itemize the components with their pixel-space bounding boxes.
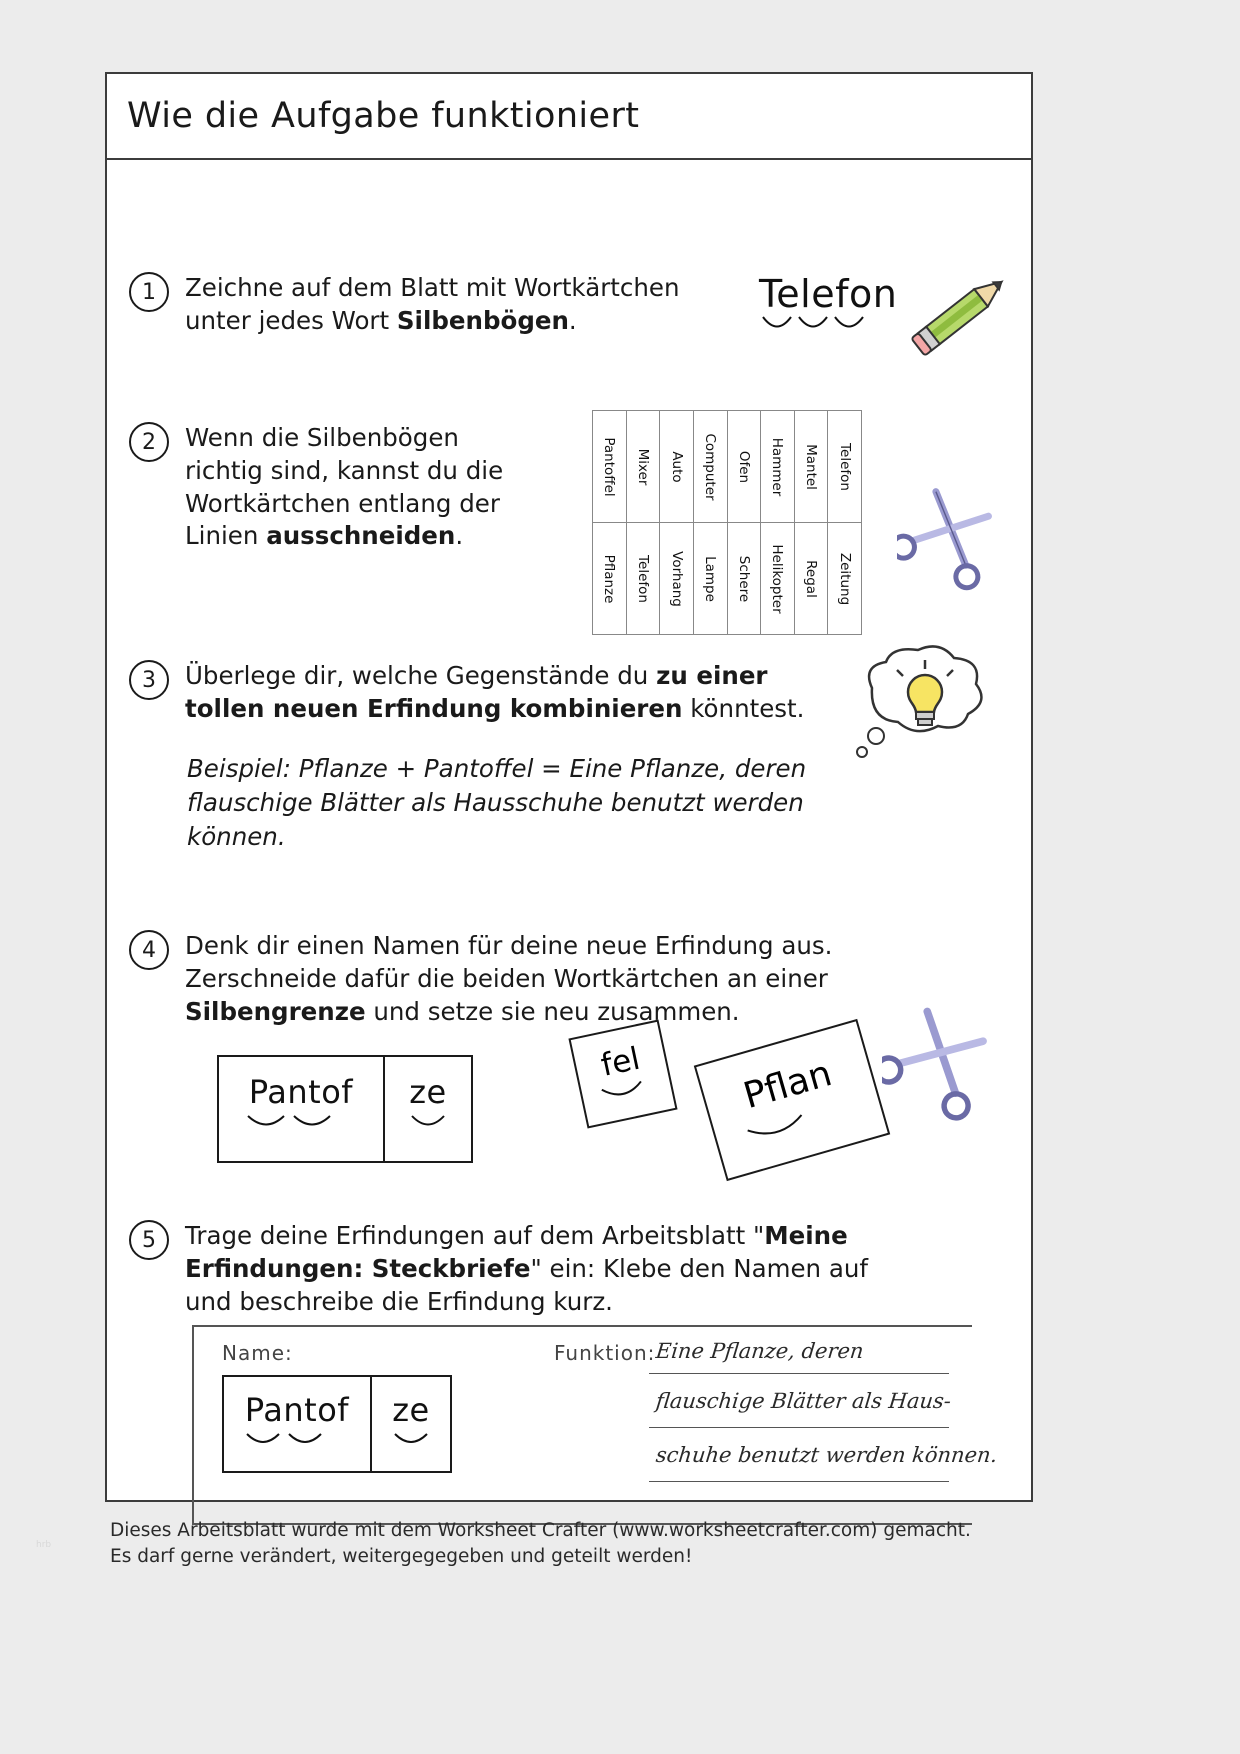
- cut-cards-example: [217, 1055, 473, 1163]
- footer: [110, 1518, 1010, 1571]
- word-card-label: Ofen: [735, 450, 752, 483]
- cut-card-left-text: Pantof: [248, 1073, 354, 1111]
- syllable-arcs-icon: [759, 314, 899, 340]
- footer-line-2: Es darf gerne verändert, weitergegegeben und geteilt werden!: [110, 1546, 693, 1568]
- word-card-cell: [761, 411, 794, 523]
- word-card-label: Schere: [735, 555, 752, 602]
- word-card-cell: [728, 523, 761, 634]
- steckbrief-handwriting-line-1: Eine Pflanze, deren: [654, 1339, 865, 1363]
- word-card-cell: [694, 411, 727, 523]
- word-card-label: Zeitung: [836, 552, 853, 605]
- steckbrief-rule-1: [649, 1373, 949, 1374]
- word-card-column: [694, 411, 728, 634]
- step-3-text: [185, 660, 849, 726]
- word-card-label: Mantel: [803, 443, 820, 490]
- word-card-label: Helikopter: [769, 543, 786, 614]
- word-card-cell: [795, 411, 828, 523]
- syllable-arcs-icon: [237, 1431, 357, 1451]
- step-3: [129, 660, 849, 726]
- word-card-label: Mixer: [634, 448, 651, 485]
- step-1-part-b: Silbenbögen: [396, 305, 569, 335]
- step-number-1: 1: [129, 272, 169, 312]
- cut-card-right: [385, 1055, 473, 1163]
- step-2-text: [185, 422, 529, 553]
- step-1-part-a: Zeichne auf dem Blatt mit Wortkärtchen unter jedes Wort: [185, 273, 680, 335]
- step-3-part-a: Überlege dir, welche Gegenstände du: [185, 661, 657, 690]
- word-card-cell: [627, 523, 660, 634]
- steckbrief-card-left-text: Pantof: [244, 1391, 350, 1429]
- word-card-label: Lampe: [702, 555, 719, 602]
- word-card-label: Regal: [803, 559, 820, 598]
- word-card-cell: [593, 411, 626, 523]
- word-card-column: [660, 411, 694, 634]
- step-1-text: [185, 272, 689, 338]
- word-card-cell: [828, 523, 861, 634]
- scissors-icon: [882, 1005, 1002, 1125]
- step-number-2: 2: [129, 422, 169, 462]
- steckbrief-handwriting-line-3: schuhe benutzt werden können.: [654, 1443, 999, 1467]
- telefon-example-word: [759, 272, 899, 340]
- step-number-5: 5: [129, 1220, 169, 1260]
- steckbrief-handwriting-line-2: flauschige Blätter als Haus-: [654, 1389, 953, 1413]
- steckbrief-card-left: [222, 1375, 372, 1473]
- pencil-icon: [907, 264, 1017, 364]
- step-2-part-b: ausschneiden: [266, 521, 456, 551]
- step-4: [129, 930, 979, 1028]
- word-card-cell: [593, 523, 626, 634]
- steckbrief-card-right-text: ze: [392, 1391, 430, 1429]
- word-card-column: [761, 411, 795, 634]
- step-2-part-c: .: [455, 521, 464, 551]
- worksheet-page: [105, 72, 1033, 1502]
- step-3-part-b: zu einer tollen neuen Erfindung kombinieren: [185, 661, 768, 723]
- steckbrief-funktion-label: Funktion:: [554, 1341, 656, 1365]
- syllable-arcs-icon: [383, 1431, 439, 1451]
- step-4-text: [185, 930, 979, 1028]
- word-card-cell: [660, 523, 693, 634]
- step-5-part-b: Meine Erfindungen: Steckbriefe: [185, 1221, 848, 1283]
- footer-line-1: Dieses Arbeitsblatt wurde mit dem Worksheet Crafter (www.worksheetcrafter.com) gemacht.: [110, 1520, 971, 1541]
- word-card-grid: [592, 410, 862, 635]
- word-card-column: [627, 411, 661, 634]
- step-4-part-c: und setze sie neu zusammen.: [365, 996, 740, 1026]
- step-5-part-c: " ein: Klebe den Namen auf und beschreibe die Erfindung kurz.: [185, 1253, 869, 1316]
- syllable-arcs-icon: [236, 1113, 366, 1135]
- word-card-label: Auto: [668, 450, 685, 483]
- word-card-label: Computer: [702, 432, 719, 501]
- word-card-cell: [761, 523, 794, 634]
- steckbrief-card-right: [372, 1375, 452, 1473]
- steckbrief-rule-2: [649, 1427, 949, 1428]
- step-1: [129, 272, 689, 338]
- step-4-part-b: Silbengrenze: [185, 996, 366, 1026]
- word-card-column: [728, 411, 762, 634]
- step-4-part-a: Denk dir einen Namen für deine neue Erfindung aus. Zerschneide dafür die beiden Wortkärtchen an einer: [185, 931, 833, 993]
- step-number-3: 3: [129, 660, 169, 700]
- step-3-example-note: Beispiel: Pflanze + Pantoffel = Eine Pflanze, deren flauschige Blätter als Hausschuhe benutzt werden können.: [187, 754, 807, 851]
- step-5-part-a: Trage deine Erfindungen auf dem Arbeitsblatt ": [185, 1221, 765, 1250]
- word-card-cell: [728, 411, 761, 523]
- word-card-label: Pflanze: [601, 554, 618, 603]
- word-card-label: Pantoffel: [601, 436, 618, 497]
- page-title: Wie die Aufgabe funktioniert: [127, 96, 640, 136]
- word-card-label: Telefon: [836, 442, 853, 491]
- loose-card-pflan-text: Pflan: [739, 1053, 837, 1118]
- step-2-part-a: Wenn die Silbenbögen richtig sind, kannst du die Wortkärtchen entlang der Linien: [185, 423, 504, 551]
- word-card-column: [593, 411, 627, 634]
- step-2: [129, 422, 529, 553]
- step-5-text: [185, 1220, 889, 1318]
- syllable-arcs-icon: [398, 1113, 458, 1135]
- word-card-column: [795, 411, 829, 634]
- watermark: hrb: [36, 1540, 52, 1550]
- step-1-part-c: .: [568, 305, 577, 335]
- word-card-label: Hammer: [769, 437, 786, 496]
- word-card-cell: [627, 411, 660, 523]
- word-card-column: [828, 411, 861, 634]
- cut-card-left: [217, 1055, 385, 1163]
- scissors-icon: [897, 485, 1007, 595]
- page-title-bar: [107, 74, 1031, 160]
- lightbulb-thought-icon: [842, 640, 1002, 770]
- step-number-4: 4: [129, 930, 169, 970]
- word-card-label: Vorhang: [668, 550, 685, 607]
- steckbrief-example-box: [192, 1325, 999, 1525]
- loose-card-pflan: [694, 1019, 890, 1181]
- word-card-label: Telefon: [634, 554, 651, 603]
- steckbrief-name-label: Name:: [222, 1341, 293, 1365]
- word-card-cell: [828, 411, 861, 523]
- step-5: [129, 1220, 889, 1318]
- loose-card-fel-text: fel: [597, 1040, 644, 1084]
- step-3-part-c: könntest.: [682, 693, 805, 723]
- cut-card-right-text: ze: [409, 1073, 447, 1111]
- word-card-cell: [660, 411, 693, 523]
- word-card-cell: [694, 523, 727, 634]
- loose-card-fel: [568, 1019, 677, 1128]
- steckbrief-card: [222, 1375, 452, 1473]
- steckbrief-rule-3: [649, 1481, 949, 1482]
- telefon-word-text: Telefon: [759, 272, 898, 316]
- word-card-cell: [795, 523, 828, 634]
